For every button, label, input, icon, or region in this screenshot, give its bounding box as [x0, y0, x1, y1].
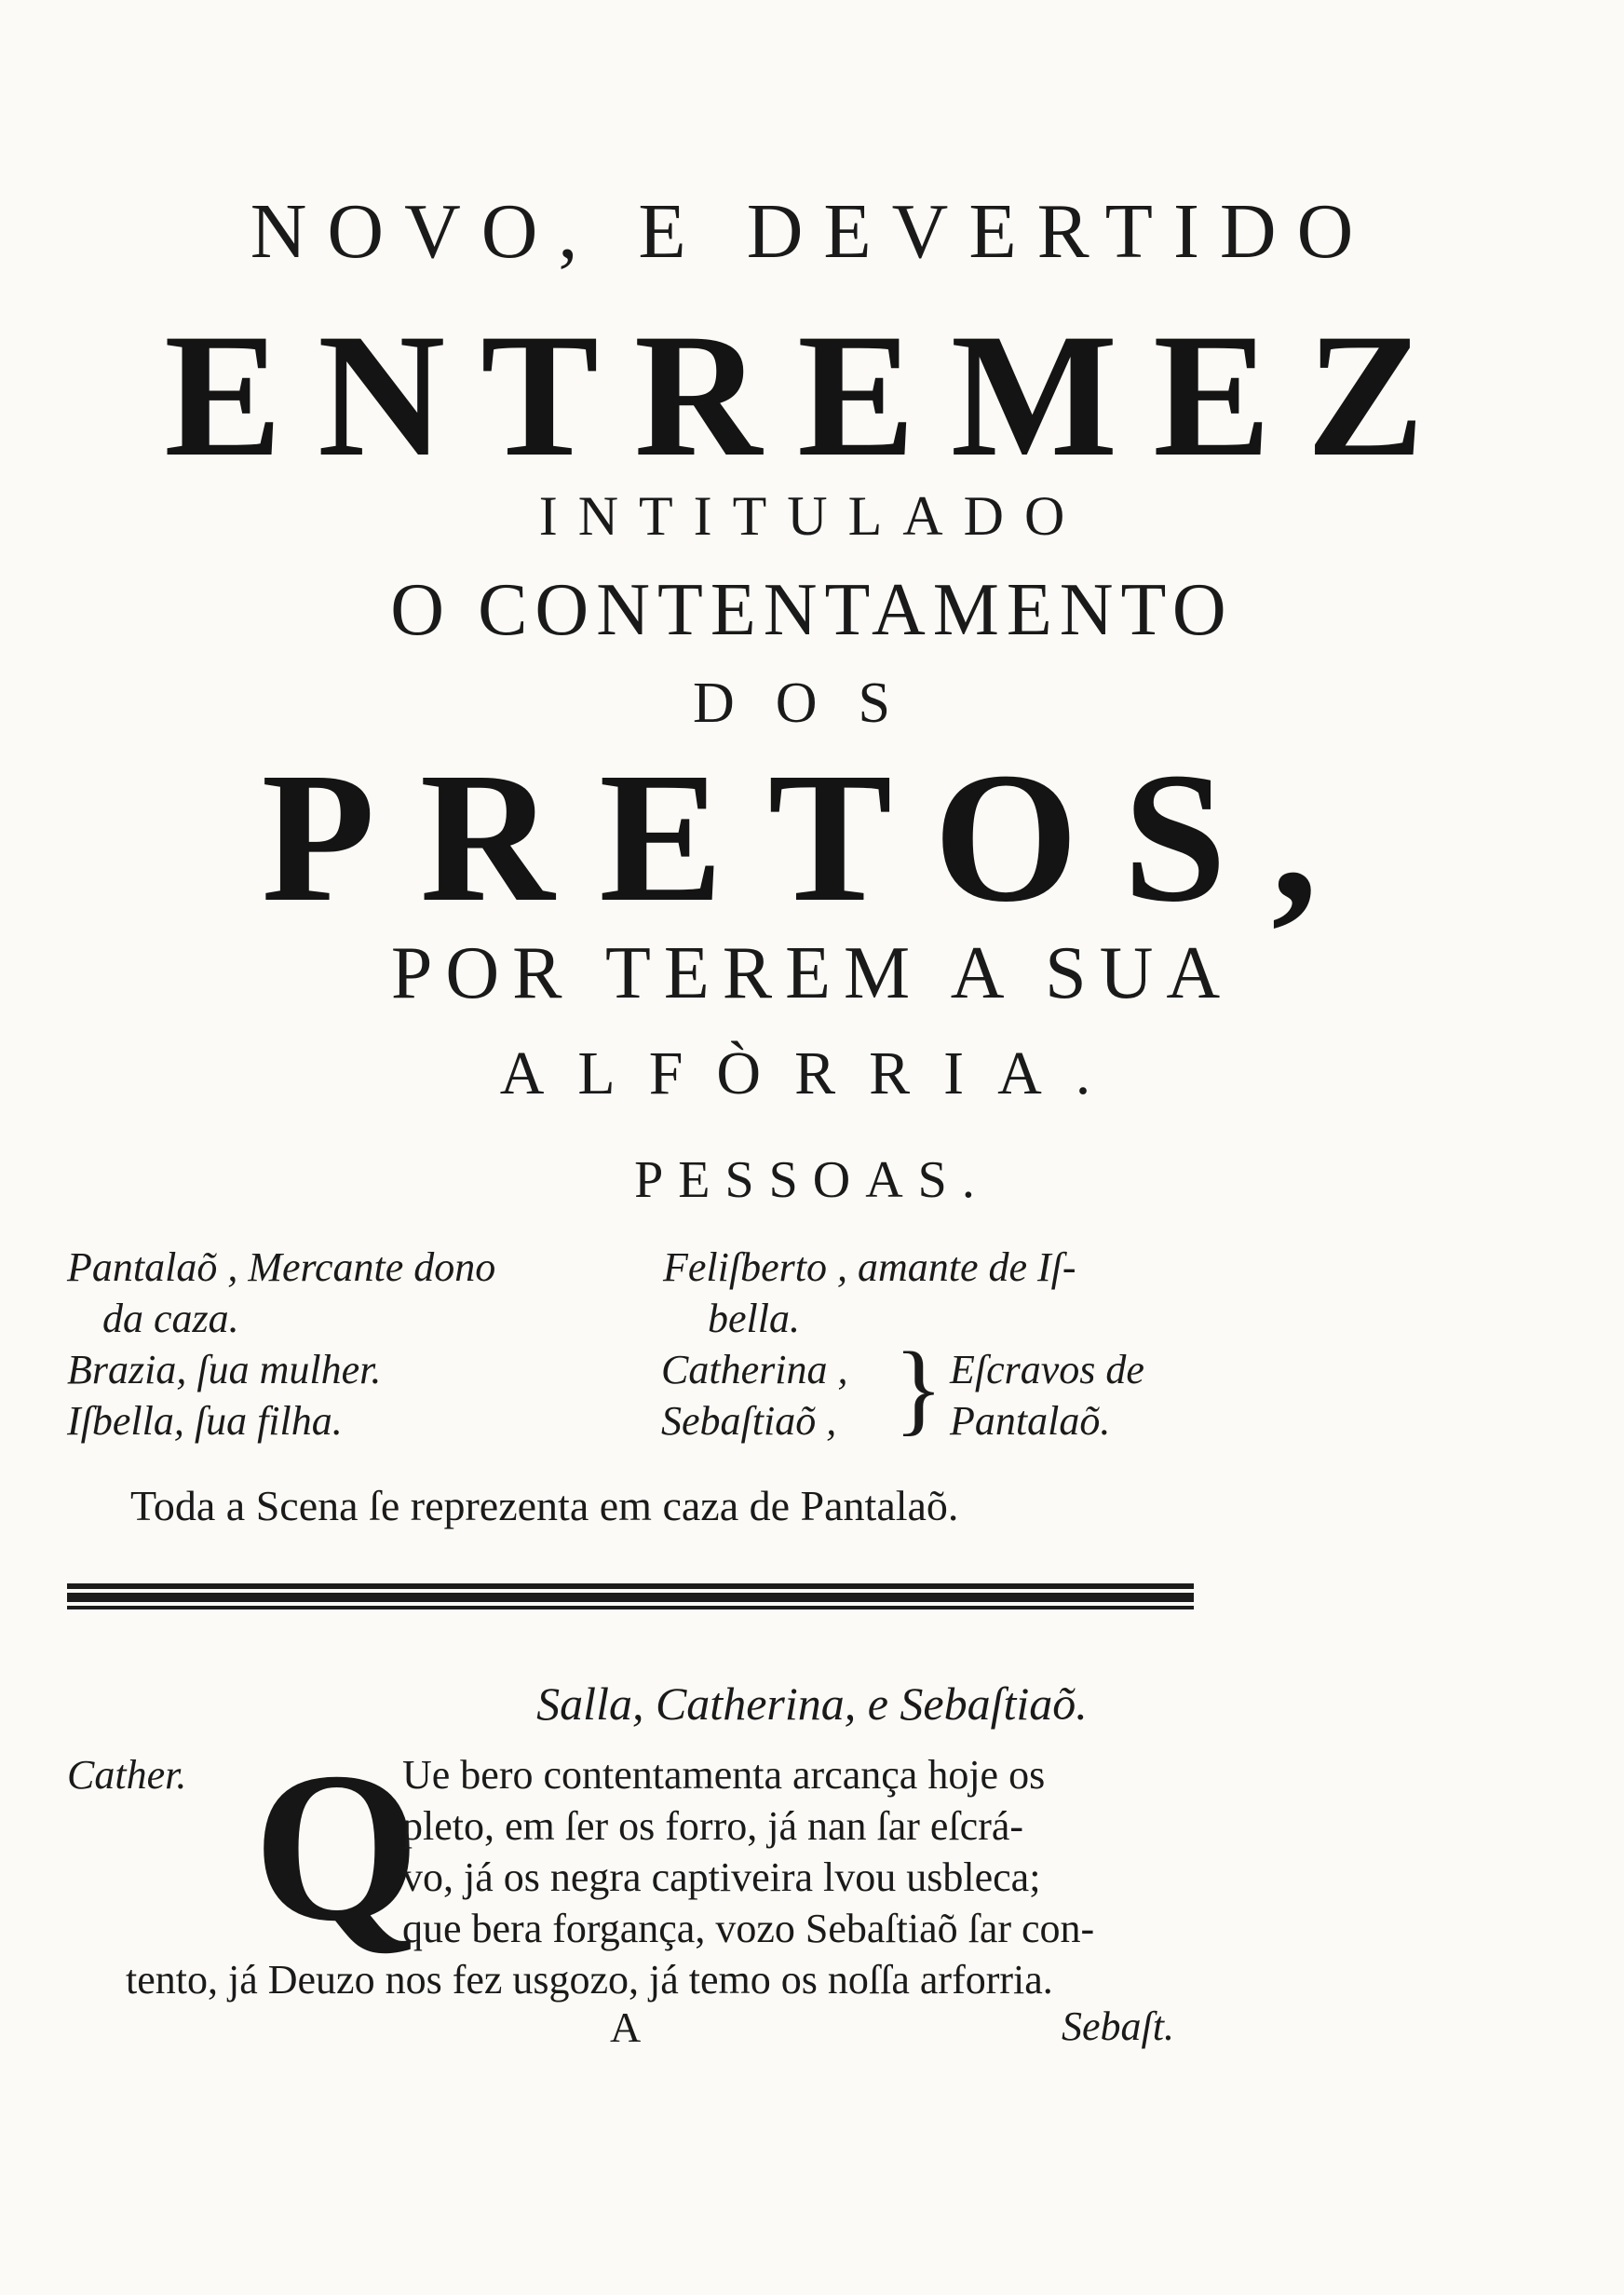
- brace-icon: }: [894, 1331, 943, 1445]
- cast-isbella: Iſbella, ſua filha.: [67, 1398, 343, 1444]
- dialogue-line: Ue bero contentamenta arcança hoje os: [402, 1752, 1046, 1798]
- title-entremez: ENTREMEZ: [164, 298, 1460, 494]
- scene-note: Toda a Scena ſe reprezenta em caza de Pantalaõ.: [130, 1482, 959, 1529]
- cast-felisberto: Feliſberto , amante de Iſ-: [663, 1244, 1076, 1290]
- title-alforria: ALFÒRRIA.: [499, 1039, 1125, 1107]
- cast-felisberto-cont: bella.: [708, 1296, 800, 1341]
- stage-direction: Salla, Catherina, e Sebaſtiaõ.: [536, 1677, 1088, 1730]
- speaker-name: Cather.: [67, 1752, 187, 1798]
- title-dos: DOS: [692, 672, 932, 735]
- cast-escravos: Eſcravos de: [950, 1347, 1144, 1392]
- dialogue-line: vo, já os negra captiveira lvou usbleca;: [402, 1854, 1041, 1900]
- title-line-novo-e-devertido: NOVO, E DEVERTIDO: [250, 188, 1374, 275]
- cast-escravos-cont: Pantalaõ.: [950, 1398, 1111, 1444]
- title-pretos: PRETOS,: [261, 735, 1363, 941]
- cast-pantalao-cont: da caza.: [102, 1296, 239, 1341]
- cast-pantalao: Pantalaõ , Mercante dono: [67, 1244, 496, 1290]
- dialogue-line: tento, já Deuzo nos fez usgozo, já temo os noſſa arforria.: [126, 1957, 1053, 2003]
- cast-sebastiao: Sebaſtiaõ ,: [661, 1398, 837, 1444]
- drop-cap: Q: [253, 1728, 420, 1965]
- title-intitulado: INTITULADO: [538, 485, 1086, 547]
- title-o-contentamento: O CONTENTAMENTO: [390, 569, 1234, 651]
- cast-brazia: Brazia, ſua mulher.: [67, 1347, 382, 1392]
- cast-catherina: Catherina ,: [661, 1347, 848, 1392]
- catchword: Sebaſt.: [1062, 2003, 1174, 2049]
- dialogue-line: pleto, em ſer os forro, já nan ſar eſcrá-: [402, 1803, 1024, 1849]
- signature-mark: A: [610, 2003, 642, 2051]
- dialogue-line: que bera forgança, vozo Sebaſtiaõ ſar con-: [402, 1906, 1095, 1951]
- ornamental-rule: [67, 1583, 1194, 1621]
- heading-pessoas: PESSOAS.: [634, 1151, 990, 1209]
- title-por-terem-a-sua: POR TEREM A SUA: [390, 932, 1234, 1014]
